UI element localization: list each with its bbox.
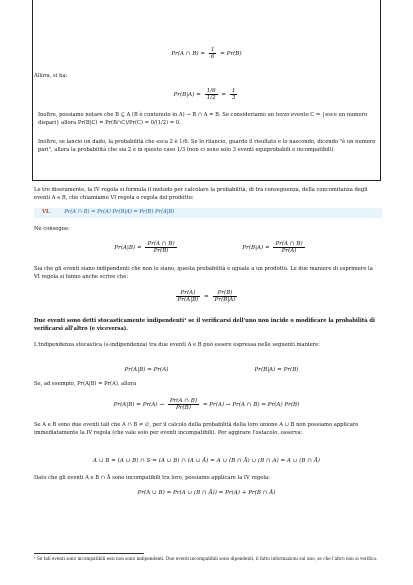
numerator: Pr(B) <box>213 290 238 297</box>
numerator: 1 <box>210 47 215 53</box>
lhs: Pr(A|B) = <box>114 245 142 251</box>
box-paragraph-1: Inoltre, possiamo notare che B ⊆ A (B è contenuto in A) → B ∩ A = B. Se consideriamo un terzo evento C = {esce un numero dispari} allora Pr(B|C) = Pr(B∩C)/Pr(C) = 0/(1/2) = 0. <box>38 112 368 126</box>
equation-ratio <box>0 290 413 303</box>
paragraph-union: Se A e B sono due eventi tali che A ∩ B ≠ ∅, per il calcolo della probabilità della loro unione A ∪ B non possiamo applicare immediatamente la IV regola (che vale solo per eventi incompatibili). Per aggirare l'ostacolo, osserva: <box>34 422 359 436</box>
fraction <box>230 88 238 101</box>
paragraph-independence: Sia che gli eventi siano indipendenti che non lo siano, questa probabilità è uguale a un prodotto. Le due maniere di esprimere la VI regola si fanno anche scrive che: <box>34 266 373 280</box>
denominator: Pr(B) <box>175 405 191 411</box>
definition-bold: Due eventi sono detti stocasticamente indipendenti¹ se il verificarsi dell'uno non incide o modificare la probabilità di verificarsi all'altro (e viceversa). <box>34 318 375 332</box>
paragraph-incompatible: Dato che gli eventi A e B ∩ Ā sono incompatibili tra loro, possiamo applicare la IV regola: <box>34 475 270 481</box>
text-then: Allora, si ha: <box>34 73 68 79</box>
footnote: ¹ Se tali eventi sono incompatibili essi non sono indipendenti. Due eventi incompatibili sono dipendenti, il fatto informazioni sul uno, se che l'altro non si verifica. <box>34 556 378 561</box>
numerator: 1/6 <box>206 88 216 94</box>
rhs: = Pr(A) → Pr(A ∩ B) = Pr(A) Pr(B) <box>202 402 300 408</box>
numerator: Pr(A ∩ B) <box>169 398 198 404</box>
equation-chain <box>0 398 413 411</box>
fraction <box>168 398 199 411</box>
lhs: Pr(A|B) = Pr(A) → <box>113 402 165 408</box>
equation-union: A ∪ B = (A ∪ B) ∩ S = (A ∪ B) ∩ (A ∪ Ā) = A ∪ (B ∩ Ā) ∪ (B ∩ A) = A ∪ (B ∩ Ā) <box>93 458 320 464</box>
denominator: Pr(B) <box>153 248 169 254</box>
rule-label: VI. <box>42 209 51 215</box>
equals: = <box>221 92 227 98</box>
rule-body: Pr(A ∩ B) = Pr(A) Pr(B|A) = Pr(B) Pr(A|B) <box>64 209 175 215</box>
equals: = <box>204 294 209 300</box>
eq2-lhs: Pr(B|A) = <box>173 92 201 98</box>
denominator: 3 <box>231 95 236 101</box>
numerator: Pr(A ∩ B) <box>275 241 303 247</box>
equation-indep-b: Pr(B|A) = Pr(B) <box>254 367 299 373</box>
equation-intersection <box>0 47 413 60</box>
denominator: Pr(B|A) <box>214 297 236 303</box>
numerator: 1 <box>231 88 236 94</box>
fraction <box>176 290 201 303</box>
footnote-divider <box>34 553 144 554</box>
box-paragraph-2: Inoltre, se lancio un dado, la probabilità che esca 2 è 1/6. Se lo rilancio, guardo il risultato e lo nascondo, dicendo "è un numero pari", allora la probabilità che sia 2 è in questo caso 1/3 (non ci sono solo 3 eventi equiprobabili e incompatibili). <box>38 139 376 153</box>
equation-cond-b-given-a <box>68 241 413 254</box>
text-consegue: Ne consegue: <box>34 226 70 232</box>
lhs: Pr(B|A) = <box>242 245 270 251</box>
fraction <box>213 290 238 303</box>
denominator: 1/2 <box>206 95 216 101</box>
numerator: Pr(A ∩ B) <box>147 241 175 247</box>
eq1-lhs: Pr(A ∩ B) = <box>171 51 206 57</box>
paragraph-definition <box>34 318 380 333</box>
text-esempio: Se, ad esempio, Pr(A|B) = Pr(A), allora <box>34 381 137 387</box>
equation-indep-a: Pr(A|B) = Pr(A) <box>124 367 169 373</box>
rule-vi <box>42 209 388 217</box>
fraction <box>209 47 217 60</box>
fraction <box>205 88 218 101</box>
paragraph-s-independence: L'indipendenza stocastica (s-indipendenza) tra due eventi A e B può essere espressa nelle seguenti maniere: <box>34 342 320 348</box>
intro-paragraph: Le tre diseramente, la IV regola si formula il metodo per calcolare la probabilità, di tra conseguenza, della concomitanza degli eventi A e B, che chiamiamo VI regola o regola del prodotto: <box>34 187 368 201</box>
equation-conditional <box>0 88 413 101</box>
equation-final: Pr(A ∪ B) = Pr(A ∪ (B ∩ Ā)) = Pr(A) + Pr(B ∩ Ā) <box>137 490 276 496</box>
numerator: Pr(A) <box>176 290 201 297</box>
denominator: Pr(A|B) <box>177 297 199 303</box>
fraction <box>273 241 304 254</box>
eq1-rhs: = Pr(B) <box>220 51 242 57</box>
denominator: 6 <box>210 54 215 60</box>
denominator: Pr(A) <box>281 248 297 254</box>
